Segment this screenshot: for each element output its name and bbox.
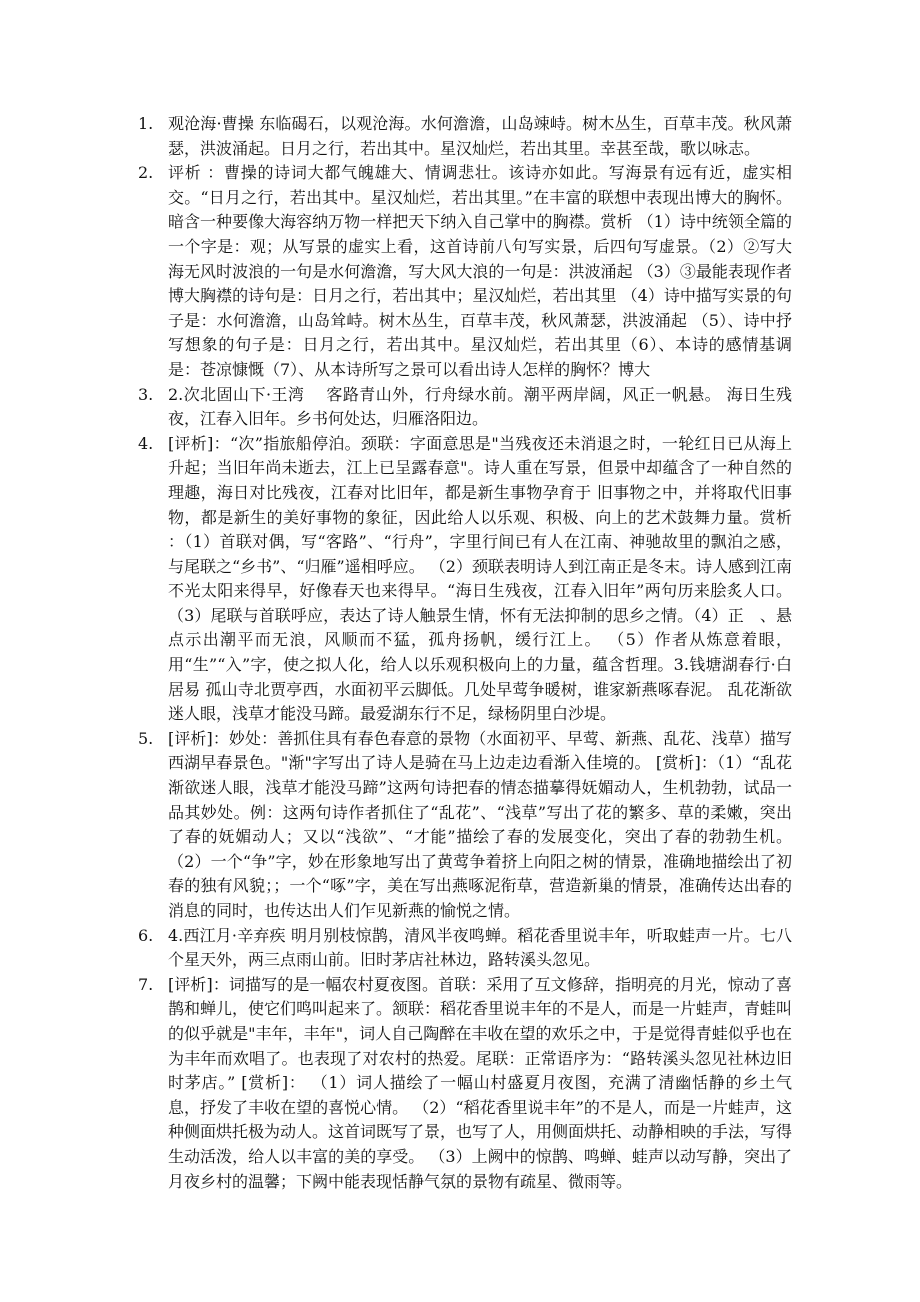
item-text: [评析]：妙处：善抓住具有春色春意的景物（水面初平、早莺、新燕、乱花、浅草）描写西湖早春景色。"渐"字写出了诗人是骑在马上边走边看渐入佳境的。 [赏析]：（1）“乱花渐欲迷人眼，浅草才能没马蹄”这两句诗把春的情态描摹得妩媚动人，生机勃勃，试品一品其妙处。例：这两句诗作者抓住了“乱花”、“浅草”写出了花的繁多、草的柔嫩，突出了春的妩媚动人；又以“浅欲”、“才能”描绘了春的发展变化，突出了春的勃勃生机。 （2）一个“争”字，妙在形象地写出了黄莺争着挤上向阳之树的情景，准确地描绘出了初春的独有风貌；；一个“啄”字，美在写出燕啄泥衔草，营造新巢的情景，准确传达出春的消息的同时，也传达出人们乍见新燕的愉悦之情。 <box>168 728 792 920</box>
list-item <box>138 973 792 1194</box>
list-item <box>138 112 792 161</box>
item-number: 6. <box>138 925 154 945</box>
list-item <box>138 432 814 727</box>
item-text: 4.西江月·辛弃疾 明月别枝惊鹊，清风半夜鸣蝉。稻花香里说丰年，听取蛙声一片。七八个星天外，两三点雨山前。旧时茅店社林边，路转溪头忽见。 <box>168 925 792 970</box>
item-text: [评析]：“次”指旅船停泊。颈联：字面意思是"当残夜还未消退之时，一轮红日已从海上升起；当旧年尚未逝去，江上已呈露春意"。诗人重在写景，但景中却蕴含了一种自然的理趣，海日对比残夜，江春对比旧年，都是新生事物孕育于 旧事物之中，并将取代旧事物，都是新生的美好事物的象征，因此给人以乐观、积极、向上的艺术鼓舞力量。赏析 ：（1）首联对偶，写“客路”、“行舟”，字里行间已有人在江南、神驰故里的飘泊之感，与尾联之“乡书”、“归雁”遥相呼应。 （2）颈联表明诗人到江南正是冬末。诗人感到江南不光太阳来得早，好像春天也来得早。“海日生残夜，江春入旧年”两句历来脍炙人口。 （3）尾联与首联呼应，表达了诗人触景生情，怀有无法抑制的思乡之情。（4）正 、悬 点示出潮平而无浪，风顺而不猛，孤舟扬帆，缓行江上。 （5）作者从炼意着眼，用“生”“入”字，使之拟人化，给人以乐观积极向上的力量，蕴含哲理。3.钱塘湖春行·白居易 孤山寺北贾亭西，水面初平云脚低。几处早莺争暖树，谁家新燕啄春泥。 乱花渐欲迷人眼，浅草才能没马蹄。最爱湖东行不足，绿杨阴里白沙堤。 <box>168 433 814 724</box>
item-number: 4. <box>138 433 154 453</box>
item-text: [评析]：词描写的是一幅农村夏夜图。首联：采用了互文修辞，指明亮的月光，惊动了喜鹊和蝉儿，使它们鸣叫起来了。颔联：稻花香里说丰年的不是人，而是一片蛙声，青蛙叫的似乎就是"丰年，丰年"，词人自己陶醉在丰收在望的欢乐之中，于是觉得青蛙似乎也在为丰年而欢唱了。也表现了对农村的热爱。尾联：正常语序为：“路转溪头忽见社林边旧时茅店。” [赏析]： （1）词人描绘了一幅山村盛夏月夜图，充满了清幽恬静的乡土气息，抒发了丰收在望的喜悦心情。 （2）“稻花香里说丰年”的不是人，而是一片蛙声，这种侧面烘托极为动人。这首词既写了景，也写了人，用侧面烘托、动静相映的手法，写得生动活泼，给人以丰富的美的享受。 （3）上阙中的惊鹊、鸣蝉、蛙声以动写静，突出了月夜乡村的温馨；下阙中能表现恬静气氛的景物有疏星、微雨等。 <box>168 974 793 1191</box>
item-number: 5. <box>138 728 154 748</box>
list-item <box>138 383 792 432</box>
item-text: 观沧海·曹操 东临碣石，以观沧海。水何澹澹，山岛竦峙。树木丛生，百草丰茂。秋风萧瑟，洪波涌起。日月之行，若出其中。星汉灿烂，若出其里。幸甚至哉，歌以咏志。 <box>168 114 792 158</box>
list-item <box>138 924 792 973</box>
list-item <box>138 727 792 924</box>
item-number: 3. <box>138 384 154 404</box>
item-number: 1. <box>138 114 154 133</box>
item-text: 2.次北固山下·王湾 客路青山外，行舟绿水前。潮平两岸阔，风正一帆悬。 海日生残夜，江春入旧年。乡书何处达，归雁洛阳边。 <box>168 384 792 429</box>
numbered-list <box>138 112 814 1194</box>
item-text: 评析 ：曹操的诗词大都气魄雄大、情调悲壮。该诗亦如此。写海景有远有近，虚实相交。“日月之行，若出其中。星汉灿烂，若出其里。”在丰富的联想中表现出博大的胸怀。暗含一种要像大海容纳万物一样把天下纳入自己掌中的胸襟。赏析 （1）诗中统领全篇的一个字是：观；从写景的虚实上看，这首诗前八句写实景，后四句写虚景。（2）②写大海无风时波浪的一句是水何澹澹，写大风大浪的一句是：洪波涌起 （3）③最能表现作者博大胸襟的诗句是：日月之行，若出其中；星汉灿烂，若出其里 （4）诗中描写实景的句子是：水何澹澹，山岛耸峙。树木丛生，百草丰茂，秋风萧瑟，洪波涌起 （5）、诗中抒写想象的句子是：日月之行，若出其中。星汉灿烂，若出其里（6）、本诗的感情基调是：苍凉慷慨（7）、从本诗所写之景可以看出诗人怎样的胸怀？博大 <box>168 163 792 379</box>
item-number: 2. <box>138 163 154 183</box>
item-number: 7. <box>138 974 154 994</box>
list-item <box>138 161 792 382</box>
